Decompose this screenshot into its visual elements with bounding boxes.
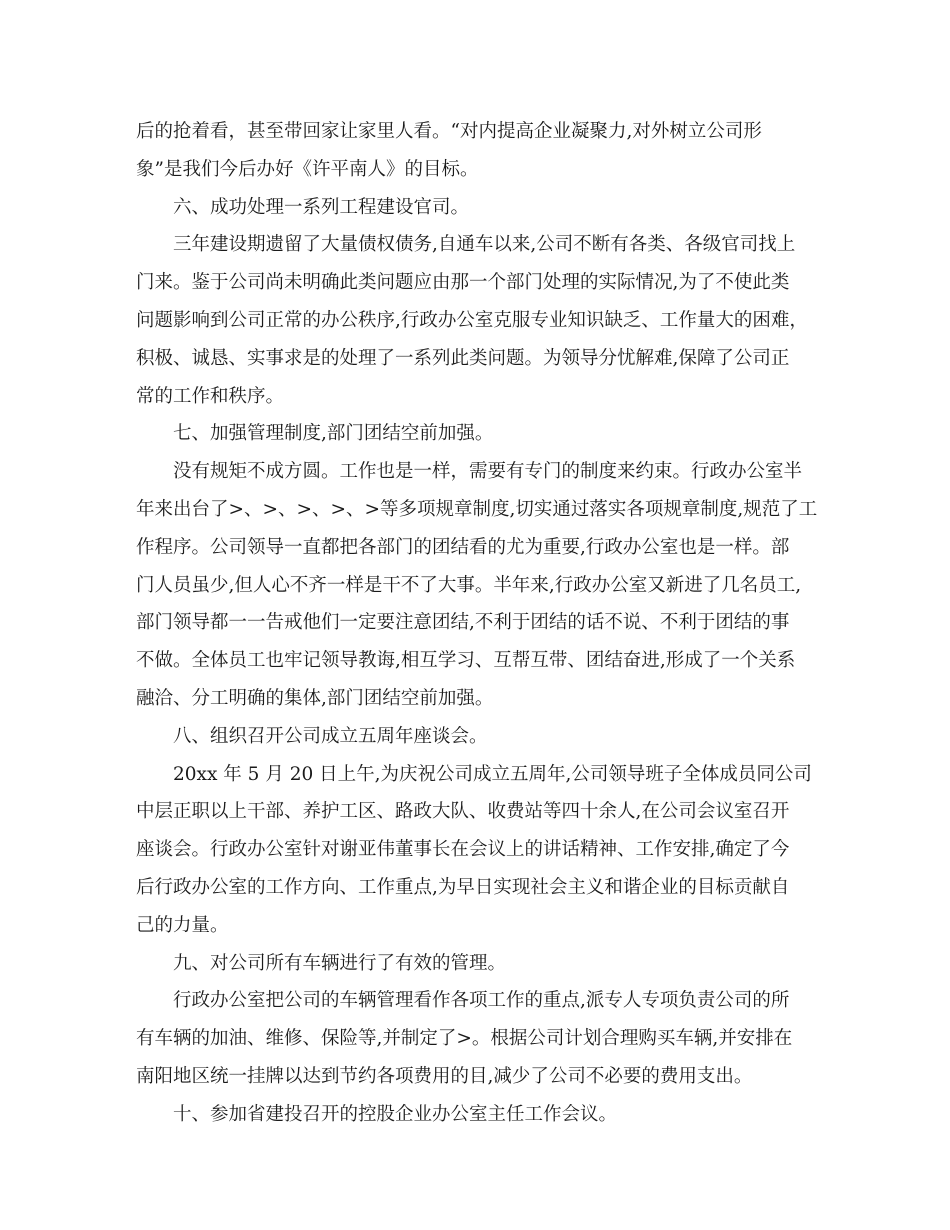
body-text-line: 问题影响到公司正常的办公秩序,行政办公室克服专业知识缺乏、工作量大的困难，: [136, 309, 808, 331]
body-text-line: 座谈会。行政办公室针对谢亚伟董事长在会议上的讲话精神、工作安排,确定了今: [136, 839, 790, 861]
body-text-line: 南阳地区统一挂牌以达到节约各项费用的目,减少了公司不必要的费用支出。: [136, 1065, 753, 1087]
body-text-line: 后的抢着看，甚至带回家让家里人看。“对内提高企业凝聚力,对外树立公司形: [136, 121, 762, 142]
body-text-line: 象”是我们今后办好《许平南人》的目标。: [136, 158, 479, 180]
section-heading: 九、对公司所有车辆进行了有效的管理。: [173, 952, 507, 974]
body-text-line: 己的力量。: [136, 914, 229, 936]
body-text-line: 不做。全体员工也牢记领导教诲,相互学习、互帮互带、团结奋进,形成了一个关系: [136, 650, 796, 672]
body-text-line: 积极、诚恳、实事求是的处理了一系列此类问题。为领导分忧解难,保障了公司正: [136, 347, 790, 369]
body-text-line: 融洽、分工明确的集体,部门团结空前加强。: [136, 687, 494, 709]
body-text-line: 门人员虽少,但人心不齐一样是干不了大事。半年来,行政办公室又新进了几名员工,: [136, 574, 802, 596]
body-text-line: 作程序。公司领导一直都把各部门的团结看的尤为重要,行政办公室也是一样。部: [136, 536, 790, 558]
section-heading: 八、组织召开公司成立五周年座谈会。: [173, 725, 488, 747]
body-text-line: 行政办公室把公司的车辆管理看作各项工作的重点,派专人专项负责公司的所: [173, 990, 790, 1012]
body-text-line: 中层正职以上干部、养护工区、路政大队、收费站等四十余人,在公司会议室召开: [136, 801, 790, 823]
body-text-line: 年来出台了>、>、>、>、>等多项规章制度,切实通过落实各项规章制度,规范了工: [136, 498, 818, 520]
body-text-line: 后行政办公室的工作方向、工作重点,为早日实现社会主义和谐企业的目标贡献自: [136, 876, 790, 898]
body-text-line: 门来。鉴于公司尚未明确此类问题应由那一个部门处理的实际情况,为了不使此类: [136, 272, 790, 294]
body-text-line: 20xx 年 5 月 20 日上午,为庆祝公司成立五周年,公司领导班子全体成员同公司: [173, 763, 812, 785]
body-text-line: 部门领导都一一告戒他们一定要注意团结,不利于团结的话不说、不利于团结的事: [136, 612, 790, 634]
body-text-line: 常的工作和秩序。: [136, 385, 285, 407]
document-body: [136, 113, 816, 1134]
body-text-line: 三年建设期遗留了大量债权债务,自通车以来,公司不断有各类、各级官司找上: [173, 234, 796, 256]
section-heading: 六、成功处理一系列工程建设官司。: [173, 196, 470, 218]
section-heading: 七、加强管理制度,部门团结空前加强。: [173, 423, 494, 445]
body-text-line: 没有规矩不成方圆。工作也是一样，需要有专门的制度来约束。行政办公室半: [173, 461, 803, 483]
body-text-line: 有车辆的加油、维修、保险等,并制定了>。根据公司计划合理购买车辆,并安排在: [136, 1028, 793, 1050]
section-heading: 十、参加省建投召开的控股企业办公室主任工作会议。: [173, 1103, 618, 1125]
